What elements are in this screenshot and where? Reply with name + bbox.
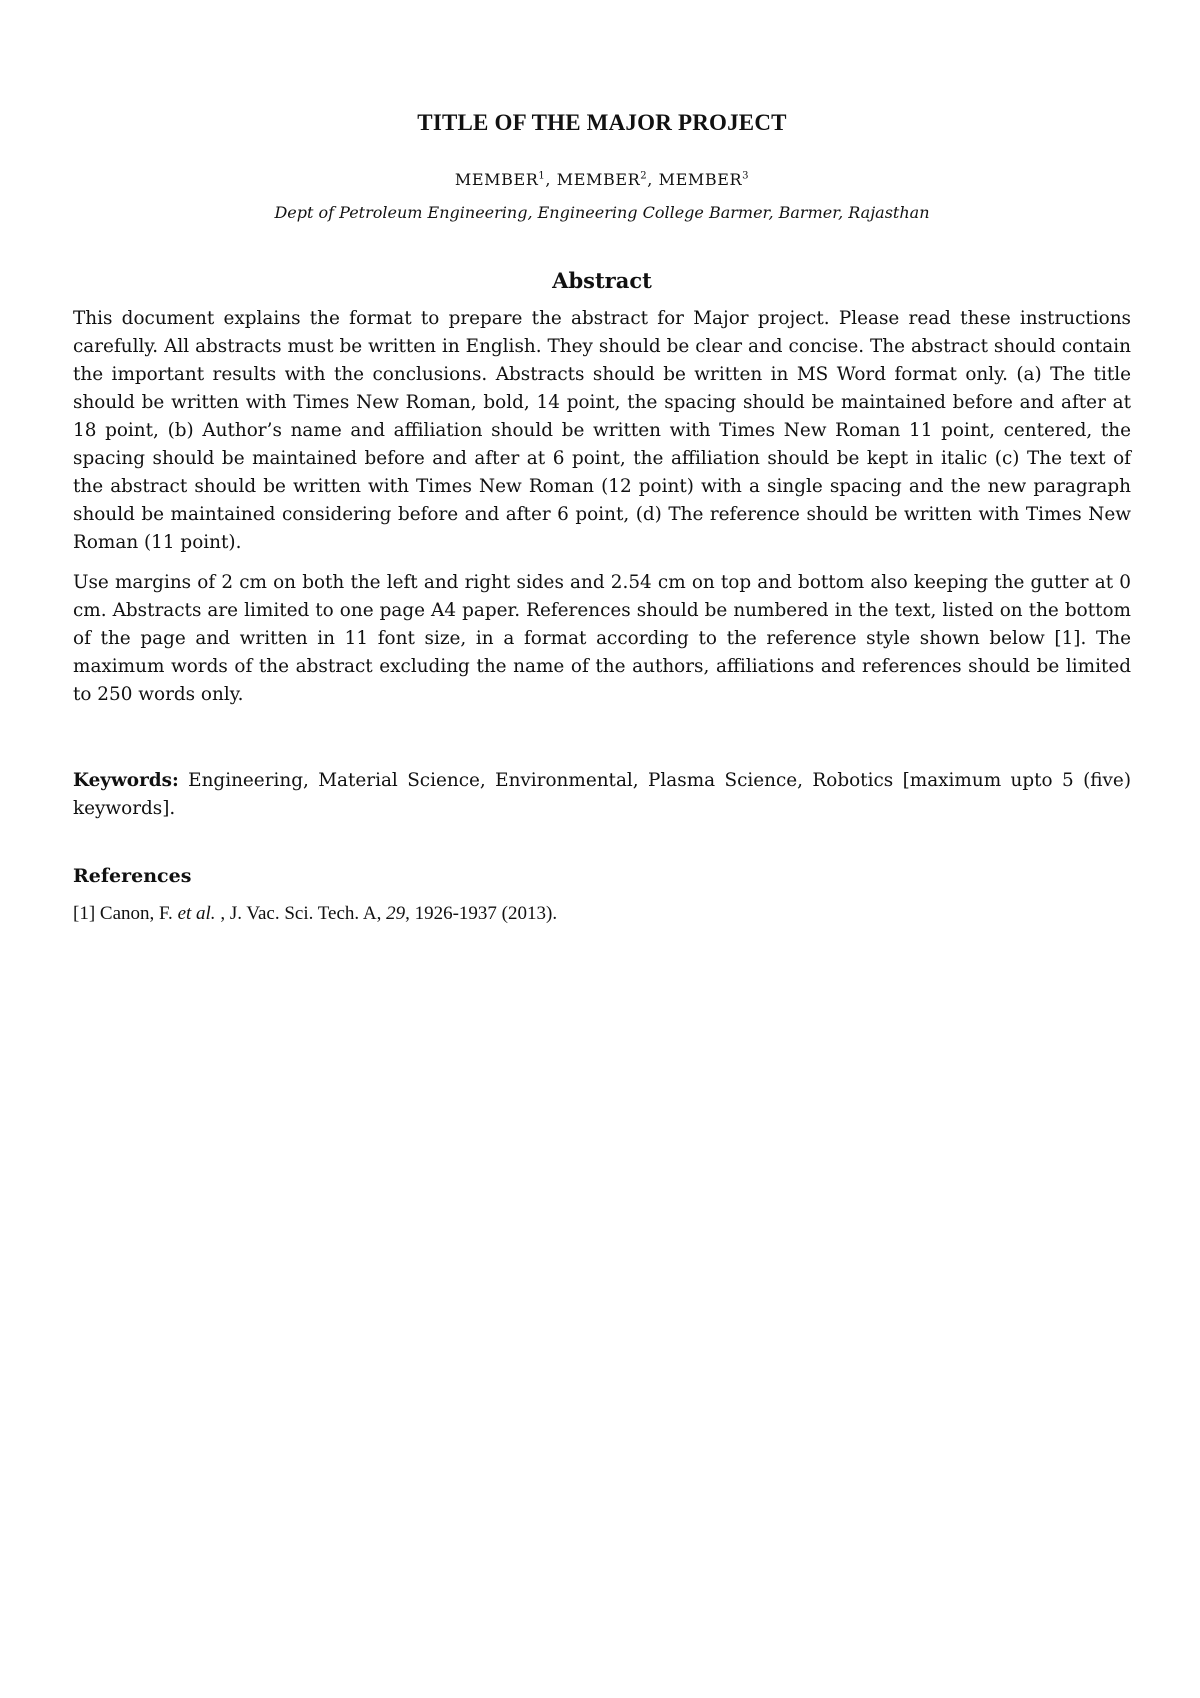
keywords-text: Engineering, Material Science, Environmental, Plasma Science, Robotics [maximum upto 5 (five) keywords]. [73,770,1131,819]
author-separator: , [545,170,557,189]
author-superscript: 2 [640,170,648,182]
reference-pages-year: , 1926-1937 (2013). [405,903,558,924]
reference-etal: et al. [177,903,216,924]
keywords-label: Keywords: [73,770,179,791]
document-title: TITLE OF THE MAJOR PROJECT [417,110,787,135]
author-superscript: 3 [742,170,750,182]
author-name: MEMBER [454,170,539,189]
author-superscript: 1 [538,170,546,182]
affiliation: Dept of Petroleum Engineering, Engineering College Barmer, Barmer, Rajasthan [274,203,930,222]
author-list [73,170,1131,189]
author-separator: , [647,170,659,189]
abstract-paragraph: Use margins of 2 cm on both the left and right sides and 2.54 cm on top and bottom also keeping the gutter at 0 cm. Abstracts are limited to one page A4 paper. References should be numbered in the text, listed on the bottom of the page and written in 11 font size, in a format according to the reference style shown below [1]. The maximum words of the abstract excluding the name of the authors, affiliations and references should be limited to 250 words only. [73,572,1131,705]
author-name: MEMBER [556,170,641,189]
author-name: MEMBER [658,170,743,189]
keywords [73,767,1131,823]
reference-prefix: [1] Canon, F. [73,903,178,924]
reference-volume: 29 [386,903,406,924]
document-page [73,0,1131,925]
references-heading: References [73,865,192,887]
reference-journal: , J. Vac. Sci. Tech. A, [215,903,387,924]
abstract-paragraph: This document explains the format to prepare the abstract for Major project. Please read these instructions carefully. All abstracts must be written in English. They should be clear and concise. The abstract should contain the important results with the conclusions. Abstracts should be written in MS Word format only. (a) The title should be written with Times New Roman, bold, 14 point, the spacing should be maintained before and after at 18 point, (b) Author’s name and affiliation should be written with Times New Roman 11 point, centered, the spacing should be maintained before and after at 6 point, the affiliation should be kept in italic (c) The text of the abstract should be written with Times New Roman (12 point) with a single spacing and the new paragraph should be maintained considering before and after 6 point, (d) The reference should be written with Times New Roman (11 point). [73,308,1131,553]
abstract-heading: Abstract [552,268,652,293]
reference-item [73,903,1131,925]
